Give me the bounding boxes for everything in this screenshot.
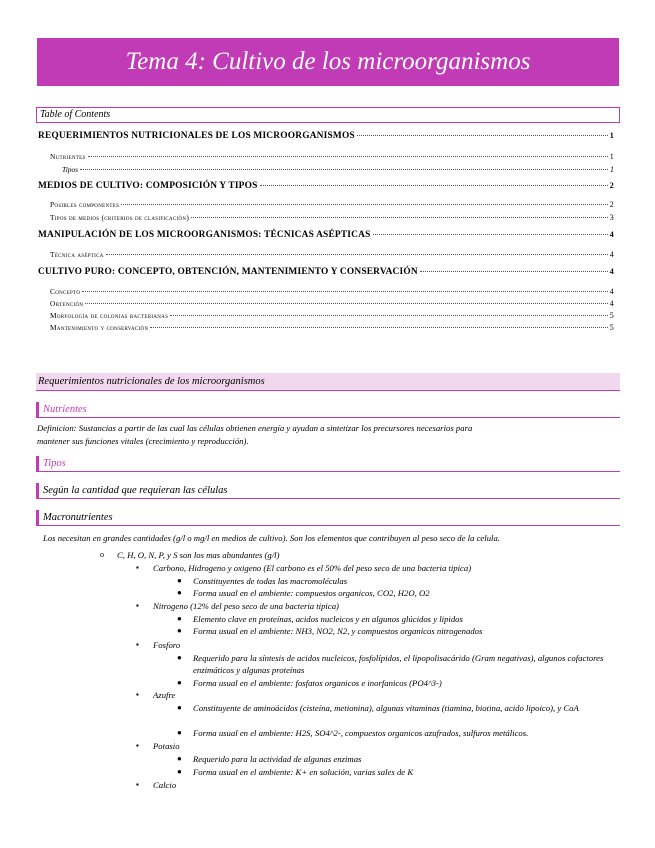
list-item: Forma usual en el ambiente: NH3, NO2, N2, y compuestos organicos nitrogenados (193, 626, 483, 636)
toc-entry[interactable] (38, 267, 614, 277)
square-bullet-icon: ▪ (136, 640, 139, 649)
toc-page-number: 5 (609, 323, 614, 332)
list-item: Nitrogeno (12% del peso seco de una bacteria tipica) (153, 601, 339, 611)
list-item: Constituyente de aminoácidos (cisteína, metionina), algunas vitaminas (tiamina, biotina, acido lipoico), y CoA (193, 703, 579, 713)
toc-entry-text: Tipos de medios (criterios de clasificación) (50, 213, 190, 222)
dot-bullet-icon: ● (177, 614, 182, 623)
toc-page-number: 4 (609, 267, 614, 276)
toc-entry-text: Técnica aséptica (50, 250, 104, 259)
list-item: Forma usual en el ambiente: fosfatos organicos e inorfanicos (PO4^3-) (193, 678, 442, 688)
toc-entry-text: Mantenimiento y conservación (50, 323, 149, 332)
dot-bullet-icon: ● (177, 626, 182, 635)
toc-header: Table of Contents (36, 107, 620, 123)
list-item: C, H, O, N, P, y S son los mas abundantes (g/l) (117, 550, 280, 560)
toc-entry-text: Morfología de colonias bacterianas (50, 311, 169, 320)
toc-entry-text: REQUERIMIENTOS NUTRICIONALES DE LOS MICROORGANISMOS (38, 131, 355, 141)
toc-page-number: 2 (609, 181, 614, 190)
toc-entry-text: Obtención (50, 299, 84, 308)
toc-entry-text: Nutrientes (50, 152, 86, 161)
list-item: Calcio (153, 780, 177, 790)
toc-page-number: 2 (609, 200, 614, 209)
toc-entry[interactable] (50, 311, 614, 320)
toc-entry[interactable] (50, 299, 614, 308)
toc-entry-text: Concepto (50, 287, 81, 296)
definition-paragraph (37, 422, 593, 448)
square-bullet-icon: ▪ (136, 741, 139, 750)
list-item: Forma usual en el ambiente: compuestos organicos, CO2, H2O, O2 (193, 588, 430, 598)
dot-bullet-icon: ● (177, 728, 182, 737)
dot-bullet-icon: ● (177, 576, 182, 585)
list-item: Elemento clave en proteínas, acidos nucleicos y en algunos glúcidos y lipidos (193, 614, 463, 624)
toc-page-number: 3 (609, 213, 614, 222)
list-item: Fosforo (153, 640, 181, 650)
document-title: Tema 4: Cultivo de los microorganismos (37, 38, 619, 86)
square-bullet-icon: ▪ (136, 780, 139, 789)
toc-entry[interactable] (50, 250, 614, 259)
toc-entry[interactable] (50, 152, 614, 161)
dot-bullet-icon: ● (177, 754, 182, 763)
toc-entry-text: MANIPULACIÓN DE LOS MICROORGANISMOS: TÉCNICAS ASÉPTICAS (38, 230, 371, 240)
list-item: Requerido para la actividad de algunas enzimas (193, 754, 362, 764)
toc-entry-text: Tipos (62, 165, 79, 174)
definition-line: Definicion: Sustancias a partir de las cual las células obtienen energía y ayudan a sintetizar los precursores necesarios para (37, 423, 473, 433)
toc-page-number: 1 (609, 152, 614, 161)
toc-entry[interactable] (38, 131, 614, 141)
dot-bullet-icon: ● (177, 678, 182, 687)
dot-bullet-icon: ● (177, 588, 182, 597)
list-item: Constituyentes de todas las macromoléculas (193, 576, 348, 586)
toc-entry[interactable] (38, 230, 614, 240)
toc-entry[interactable] (50, 213, 614, 222)
toc-page-number: 4 (609, 287, 614, 296)
toc-page-number: 4 (609, 250, 614, 259)
toc-page-number: 4 (609, 230, 614, 239)
list-item: Forma usual en el ambiente: H2S, SO4^2-, compuestos organicos azufrados, sulfuros metálicos. (193, 728, 529, 738)
square-bullet-icon: ▪ (136, 690, 139, 699)
heading-segun-cantidad: Según la cantidad que requieran las células (36, 483, 620, 499)
section-heading: Requerimientos nutricionales de los microorganismos (36, 373, 620, 391)
toc-entry-text: CULTIVO PURO: CONCEPTO, OBTENCIÓN, MANTENIMIENTO Y CONSERVACIÓN (38, 267, 418, 277)
toc-page-number: 4 (609, 299, 614, 308)
toc-page-number: 1 (610, 165, 614, 174)
list-item: Potasio (153, 741, 180, 751)
heading-macronutrientes: Macronutrientes (36, 510, 620, 526)
toc-entry[interactable] (50, 287, 614, 296)
toc-entry[interactable] (38, 181, 614, 191)
circle-bullet-icon: o (100, 550, 104, 559)
toc-entry[interactable] (50, 200, 614, 209)
toc-entry-text: MEDIOS DE CULTIVO: COMPOSICIÓN Y TIPOS (38, 181, 258, 191)
toc-entry-text: Posibles componentes (50, 200, 120, 209)
dot-bullet-icon: ● (177, 653, 182, 662)
subsection-heading-tipos: Tipos (36, 456, 620, 472)
dot-bullet-icon: ● (177, 767, 182, 776)
macro-intro: Los necesitan en grandes cantidades (g/l o mg/l en medios de cultivo). Son los elementos que contribuyen al peso seco de la celula. (43, 533, 500, 543)
definition-line: mantener sus funciones vitales (crecimiento y reproducción). (37, 436, 249, 446)
square-bullet-icon: ▪ (136, 563, 139, 572)
toc-page-number: 5 (609, 311, 614, 320)
toc-entry[interactable] (62, 165, 614, 174)
list-item: Carbono, Hidrogeno y oxigeno (El carbono es el 50% del peso seco de una bacteria tipica) (153, 563, 472, 573)
list-item: Requerido para la síntesis de acidos nucleicos, fosfolípidos, el lipopolisacárido (Gram negativas), algunos cofactores enzimáticos y algunas proteínas (193, 653, 604, 675)
dot-bullet-icon: ● (177, 703, 182, 712)
list-item: Forma usual en el ambiente: K+ en solución, varias sales de K (193, 767, 414, 777)
toc-entry[interactable] (50, 323, 614, 332)
list-item: Azufre (153, 690, 176, 700)
square-bullet-icon: ▪ (136, 601, 139, 610)
toc-page-number: 1 (609, 131, 614, 140)
subsection-heading-nutrientes: Nutrientes (36, 402, 620, 418)
